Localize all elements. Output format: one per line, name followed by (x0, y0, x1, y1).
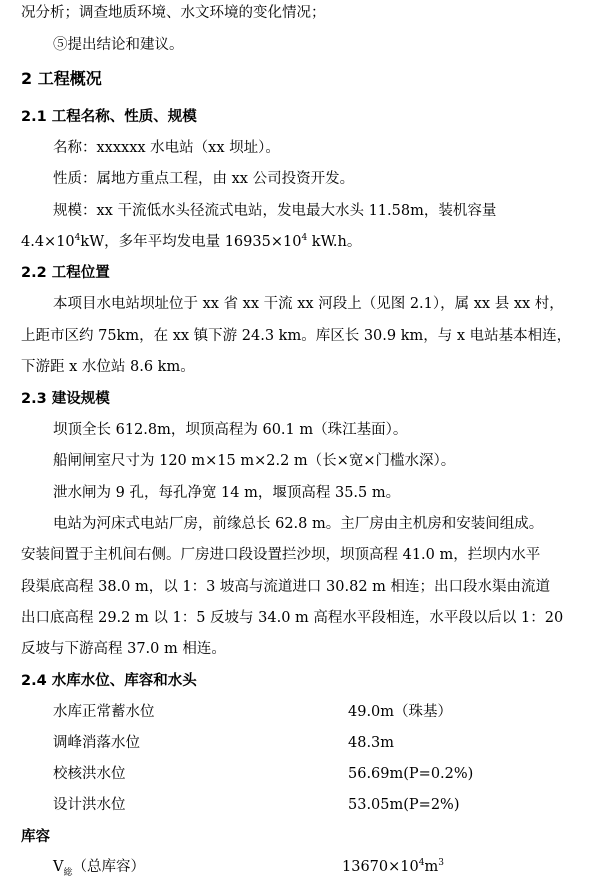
water-level-label: 调峰消落水位 (53, 735, 140, 751)
section-2-4-heading: 2.4 水库水位、库容和水头 (21, 673, 197, 689)
build-scale-line-7: 出口底高程 29.2 m 以 1：5 反坡与 34.0 m 高程水平段相连，水平段以后以 1：20 (21, 610, 564, 626)
water-level-value: 48.3m (348, 735, 395, 751)
section-2-3-heading: 2.3 建设规模 (21, 391, 110, 407)
total-capacity-label: $V_総$（总库容） (53, 859, 145, 878)
build-scale-line-4: 电站为河床式电站厂房，前缘总长 62.8 m。主厂房由主机房和安装间组成。 (53, 516, 544, 532)
location-line-1: 本项目水电站坝址位于 xx 省 xx 干流 xx 河段上（见图 2.1），属 xx 县 xx 村， (53, 296, 564, 312)
water-level-label: 水库正常蓄水位 (53, 704, 155, 720)
project-scale-line-2: $4.4\times 10^4kW$，多年平均发电量 $16935\times 10^4$ kW.h。 (21, 233, 362, 250)
project-scale-line-1: 规模：xx 干流低水头径流式电站，发电最大水头 11.58m，装机容量 (53, 203, 497, 219)
water-level-value: 56.69m(P=0.2%) (348, 766, 474, 782)
water-level-label: 设计洪水位 (53, 797, 126, 813)
water-level-value: 53.05m(P=2%) (348, 797, 460, 813)
capacity-heading: 库容 (21, 829, 50, 845)
build-scale-line-3: 泄水闸为 9 孔，每孔净宽 14 m，堰顶高程 35.5 m。 (53, 485, 401, 501)
location-line-2: 上距市区约 75km，在 xx 镇下游 24.3 km。库区长 30.9 km，与 x 电站基本相连， (21, 328, 572, 344)
build-scale-line-8: 反坡与下游高程 37.0 m 相连。 (21, 641, 226, 657)
total-capacity-value: $13670\times 10^4m^3$ (342, 858, 444, 875)
project-nature: 性质：属地方重点工程，由 xx 公司投资开发。 (53, 171, 355, 187)
project-name: 名称：xxxxxx 水电站（xx 坝址）。 (53, 140, 280, 156)
water-level-label: 校核洪水位 (53, 766, 126, 782)
build-scale-line-1: 坝顶全长 612.8m，坝顶高程为 60.1 m（珠江基面）。 (53, 422, 408, 438)
build-scale-line-2: 船闸闸室尺寸为 120 m×15 m×2.2 m（长×宽×门槛水深）。 (53, 453, 456, 469)
location-line-3: 下游距 x 水位站 8.6 km。 (21, 359, 195, 375)
water-level-value: 49.0m（珠基） (348, 704, 453, 720)
section-2-2-heading: 2.2 工程位置 (21, 265, 110, 281)
build-scale-line-5: 安装间置于主机间右侧。厂房进口段设置拦沙坝，坝顶高程 41.0 m，拦坝内水平 (21, 547, 541, 563)
section-2-heading: 2 工程概况 (21, 69, 102, 88)
build-scale-line-6: 段渠底高程 38.0 m，以 1：3 坡高与流道进口 30.82 m 相连；出口段水渠由流道 (21, 579, 551, 595)
intro-line-1: 况分析；调查地质环境、水文环境的变化情况； (21, 5, 326, 21)
intro-line-2: ⑤提出结论和建议。 (53, 37, 184, 53)
section-2-1-heading: 2.1 工程名称、性质、规模 (21, 109, 197, 125)
